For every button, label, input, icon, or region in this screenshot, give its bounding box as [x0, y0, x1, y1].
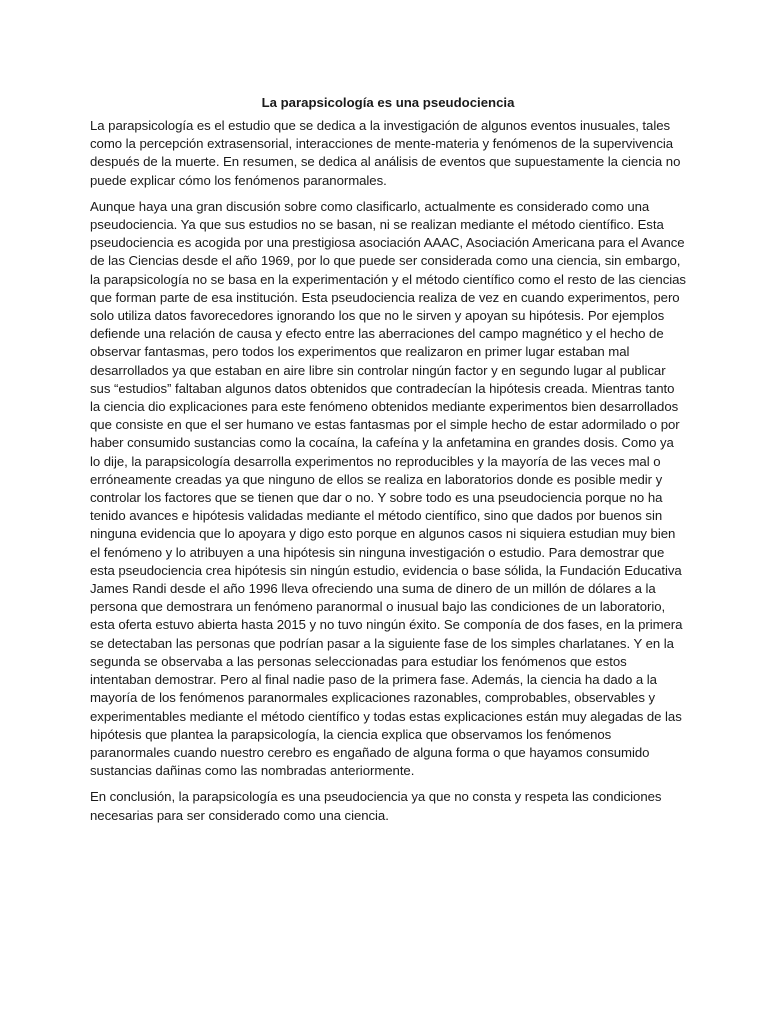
paragraph-conclusion: En conclusión, la parapsicología es una pseudociencia ya que no consta y respeta las condiciones necesarias para ser considerado como una ciencia. — [90, 789, 662, 823]
document-body — [90, 93, 686, 833]
paragraph-main: Aunque haya una gran discusión sobre como clasificarlo, actualmente es considerado como una pseudociencia. Ya que sus estudios no se basan, ni se realizan mediante el método científico. Esta pseudociencia es acogida por una prestigiosa asociación AAAC, Asociación Americana para el Avance de las Ciencias desde el año 1969, por lo que puede ser considerada como una ciencia, sin embargo, la parapsicología no se basa en la experimentación y el método científico como el resto de las ciencias que forman parte de esa institución. Esta pseudociencia realiza de vez en cuando experimentos, pero solo utiliza datos favorecedores ignorando los que no le sirven y apoyan su hipótesis. Por ejemplos defiende una relación de causa y efecto entre las aberraciones del campo magnético y el hecho de observar fantasmas, pero todos los experimentos que realizaron en primer lugar estaban mal desarrollados ya que estaban en aire libre sin controlar ningún factor y en segundo lugar al publicar sus “estudios” faltaban algunos datos obtenidos que contradecían la hipótesis creada. Mientras tanto la ciencia dio explicaciones para este fenómeno obtenidos mediante experimentos bien desarrollados que consiste en que el ser humano ve estas fantasmas por el simple hecho de estar adormilado o por haber consumido sustancias como la cocaína, la cafeína y la anfetamina en grandes dosis. Como ya lo dije, la parapsicología desarrolla experimentos no reproducibles y la mayoría de las veces mal o erróneamente creadas ya que ninguno de ellos se realiza en laboratorios donde es posible medir y controlar los factores que se tienen que dar o no. Y sobre todo es una pseudociencia porque no ha tenido avances e hipótesis validadas mediante el método científico, sino que dados por buenos sin ninguna evidencia que lo apoyara y digo esto porque en algunos casos ni siquiera estudian muy bien el fenómeno y lo atribuyen a una hipótesis sin ninguna investigación o estudio. Para demostrar que esta pseudociencia crea hipótesis sin ningún estudio, evidencia o base sólida, la Fundación Educativa James Randi desde el año 1996 lleva ofreciendo una suma de dinero de un millón de dólares a la persona que demostrara un fenómeno paranormal o inusual bajo las condiciones de un laboratorio, esta oferta estuvo abierta hasta 2015 y no tuvo ningún éxito. Se componía de dos fases, en la primera se detectaban las personas que podrían pasar a la siguiente fase de los simples charlatanes. Y en la segunda se observaba a las personas seleccionadas para estudiar los fenómenos que estos intentaban demostrar. Pero al final nadie paso de la primera fase. Además, la ciencia ha dado a la mayoría de los fenómenos paranormales explicaciones razonables, comprobables, observables y experimentables mediante el método científico y todas estas explicaciones están muy alegadas de las hipótesis que plantea la parapsicología, la ciencia explica que observamos los fenómenos paranormales cuando nuestro cerebro es engañado de alguna forma o que hayamos consumido sustancias dañinas como las nombradas anteriormente. — [90, 198, 686, 779]
document-title: La parapsicología es una pseudociencia — [261, 95, 515, 110]
paragraph-intro: La parapsicología es el estudio que se dedica a la investigación de algunos eventos inusuales, tales como la percepción extrasensorial, interacciones de mente-materia y fenómenos de la supervivencia después de la muerte. En resumen, se dedica al análisis de eventos que supuestamente la ciencia no puede explicar cómo los fenómenos paranormales. — [90, 118, 681, 188]
